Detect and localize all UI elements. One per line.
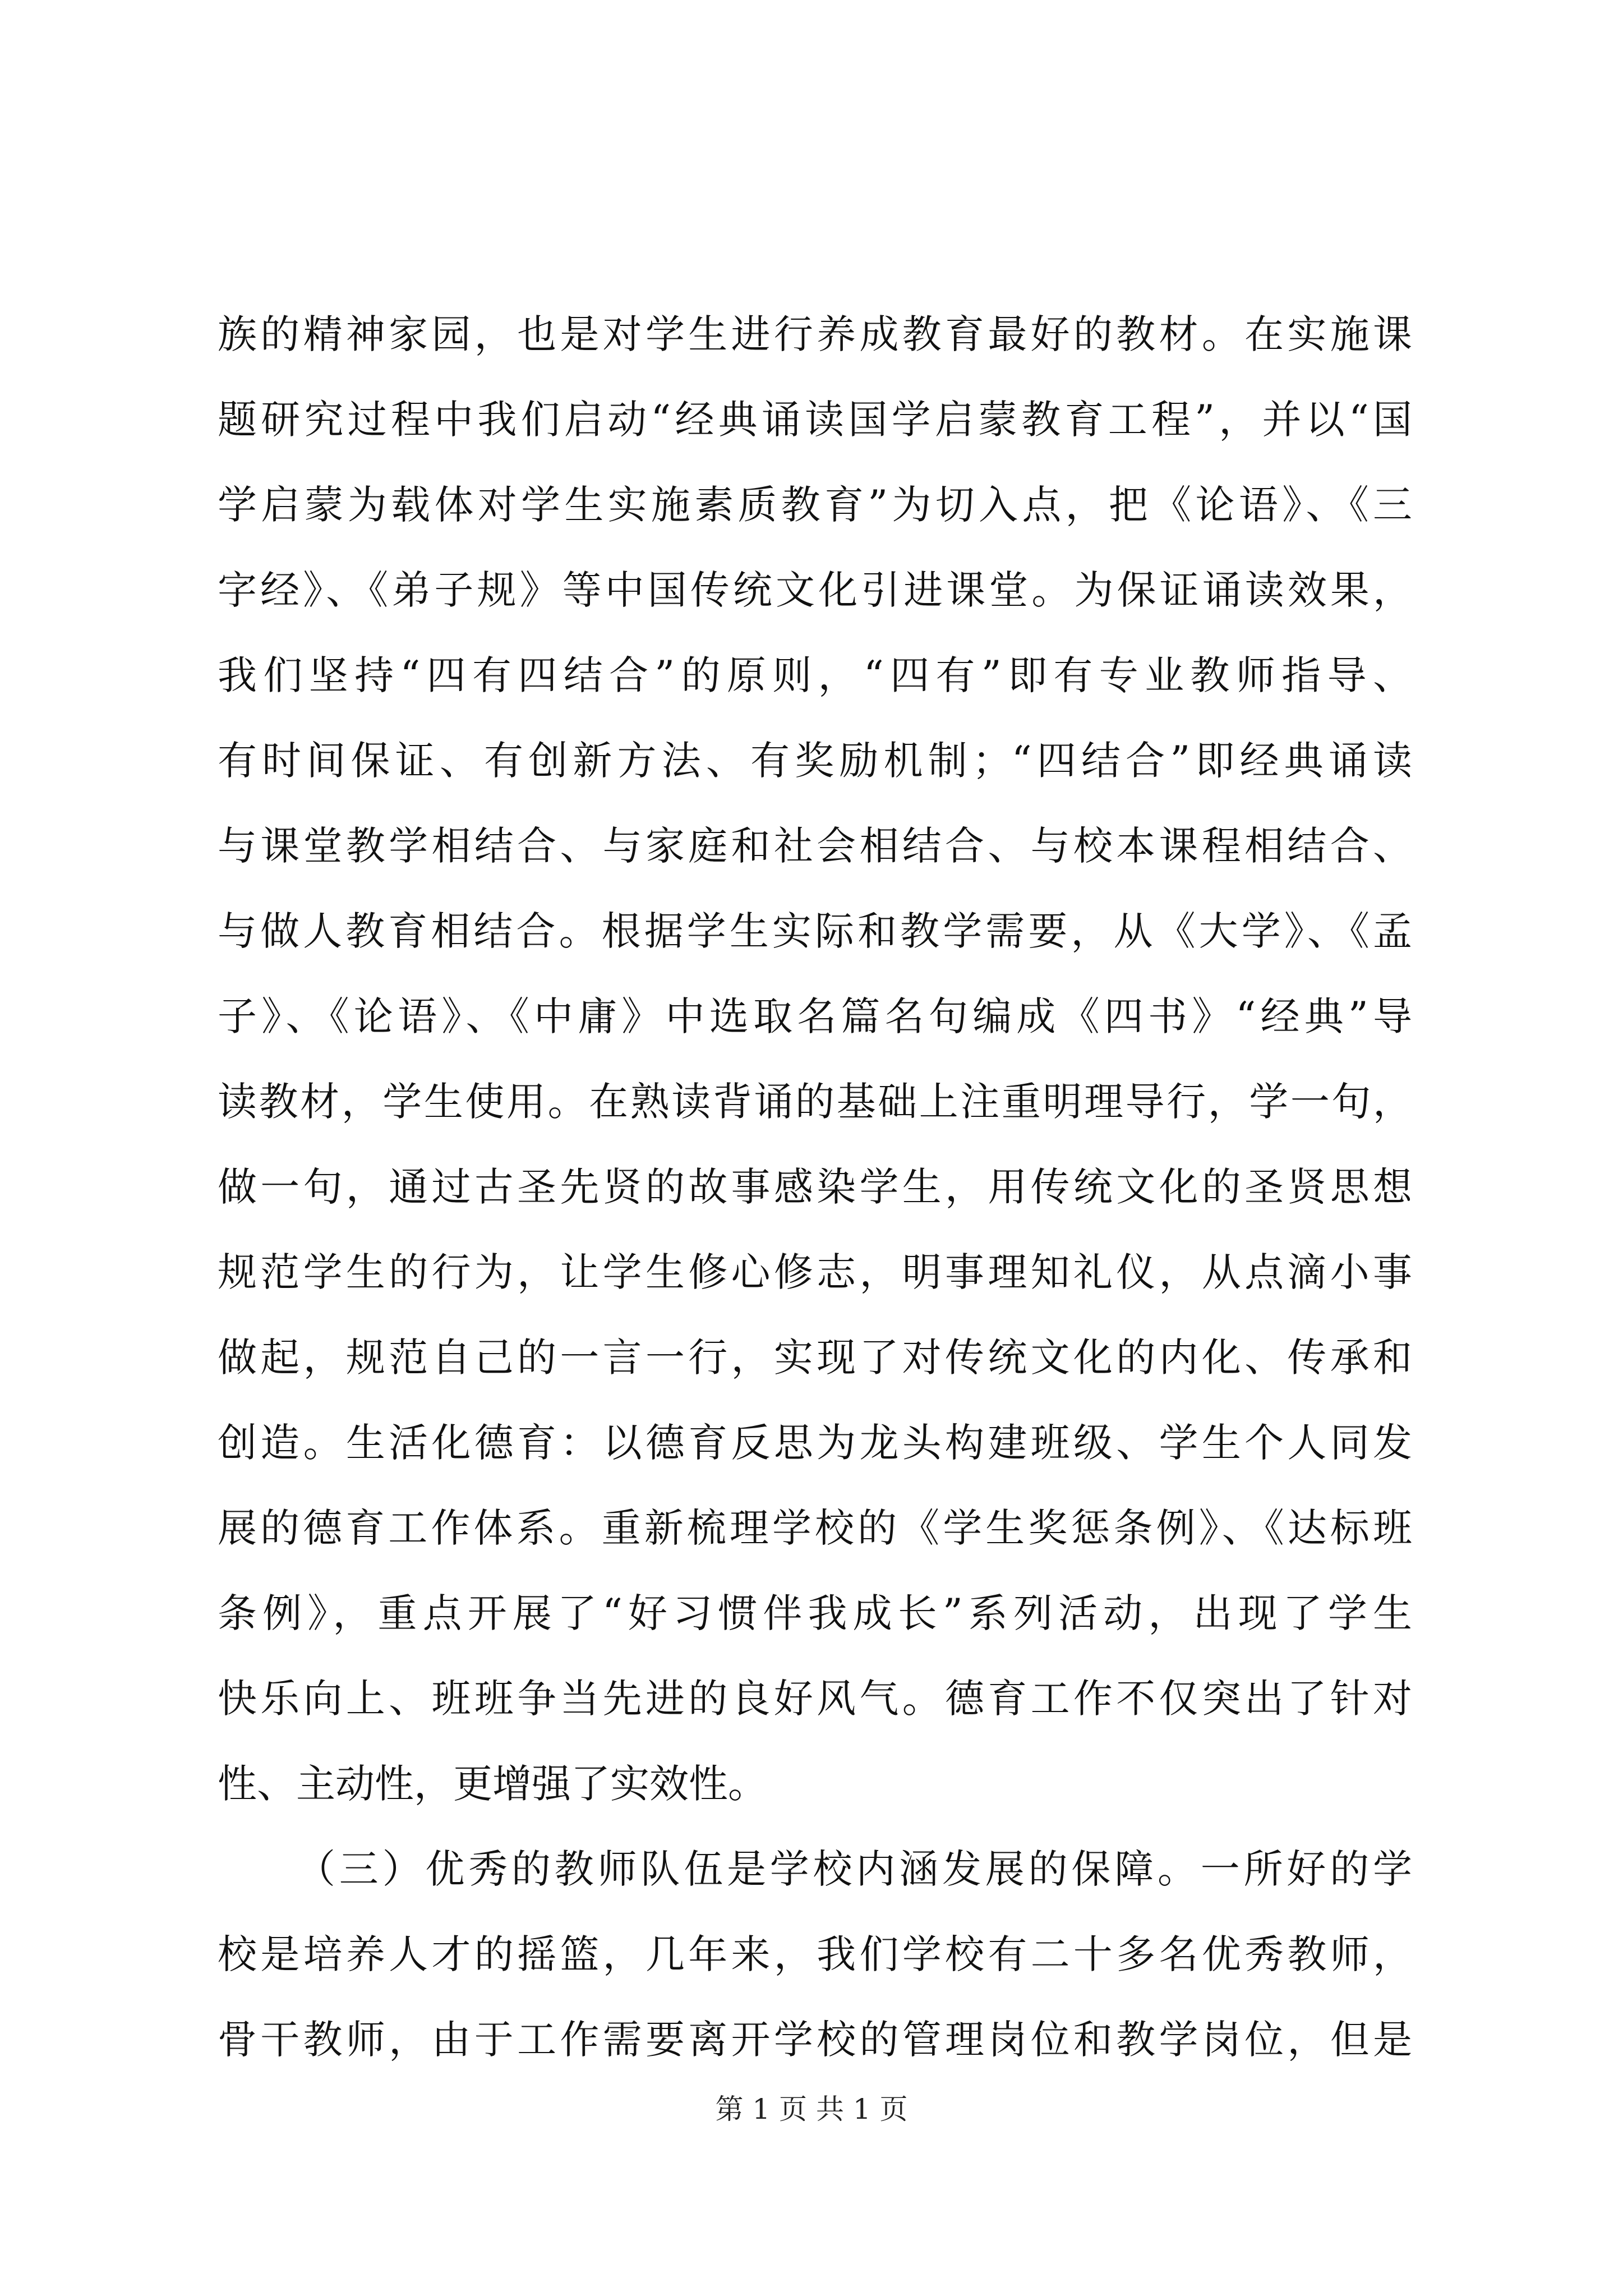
- text-line: 与做人教育相结合。根据学生实际和教学需要，从《大学》、《孟: [218, 908, 1412, 954]
- text-line: 读教材，学生使用。在熟读背诵的基础上注重明理导行，学一句，: [218, 1079, 1412, 1125]
- document-body: [218, 292, 1412, 2082]
- text-line: 骨干教师，由于工作需要离开学校的管理岗位和教学岗位，但是: [218, 2017, 1412, 2063]
- text-line: 快乐向上、班班争当先进的良好风气。德育工作不仅突出了针对: [218, 1676, 1412, 1722]
- page-number-footer: 第 1 页 共 1 页: [715, 2093, 908, 2125]
- text-line: 题研究过程中我们启动“经典诵读国学启蒙教育工程”，并以“国: [218, 397, 1412, 443]
- text-line: 展的德育工作体系。重新梳理学校的《学生奖惩条例》、《达标班: [218, 1505, 1412, 1551]
- text-line: 有时间保证、有创新方法、有奖励机制；“四结合”即经典诵读: [218, 738, 1412, 784]
- text-line: 字经》、《弟子规》等中国传统文化引进课堂。为保证诵读效果，: [218, 567, 1412, 613]
- text-line: 创造。生活化德育：以德育反思为龙头构建班级、学生个人同发: [218, 1420, 1412, 1466]
- text-line: （三）优秀的教师队伍是学校内涵发展的保障。一所好的学: [296, 1846, 1412, 1892]
- text-line: 规范学生的行为，让学生修心修志，明事理知礼仪，从点滴小事: [218, 1249, 1412, 1295]
- text-line: 学启蒙为载体对学生实施素质教育”为切入点，把《论语》、《三: [218, 482, 1412, 528]
- text-line: 做一句，通过古圣先贤的故事感染学生，用传统文化的圣贤思想: [218, 1164, 1412, 1210]
- text-line: 校是培养人才的摇篮，几年来，我们学校有二十多名优秀教师，: [218, 1931, 1412, 1977]
- text-line: 子》、《论语》、《中庸》中选取名篇名句编成《四书》“经典”导: [218, 993, 1412, 1039]
- text-line: 我们坚持“四有四结合”的原则，“四有”即有专业教师指导、: [218, 652, 1412, 698]
- text-line: 性、主动性，更增强了实效性。: [218, 1761, 767, 1807]
- text-line: 条例》，重点开展了“好习惯伴我成长”系列活动，出现了学生: [218, 1590, 1412, 1636]
- text-line: 与课堂教学相结合、与家庭和社会相结合、与校本课程相结合、: [218, 823, 1412, 869]
- text-line: 做起，规范自己的一言一行，实现了对传统文化的内化、传承和: [218, 1335, 1412, 1381]
- text-line: 族的精神家园，也是对学生进行养成教育最好的教材。在实施课: [218, 311, 1412, 357]
